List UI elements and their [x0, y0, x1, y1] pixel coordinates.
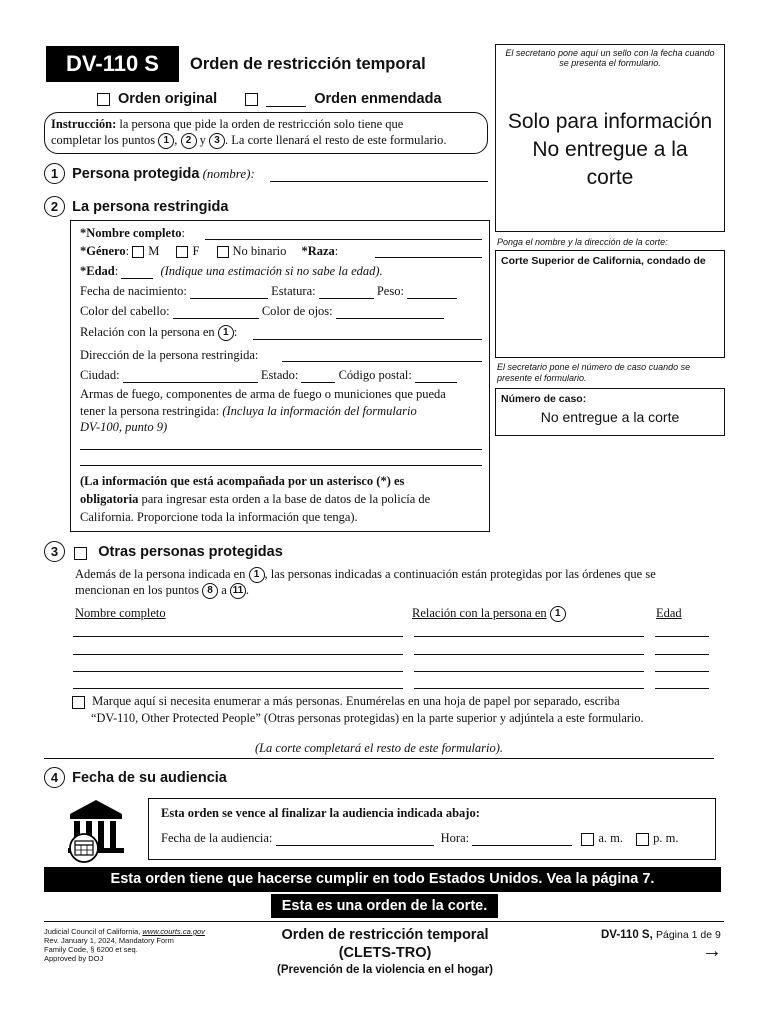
instruction-text-3: . La corte llenará el resto de este formulario.	[225, 133, 447, 147]
item-2-label: La persona restringida	[72, 199, 229, 215]
amended-number-field[interactable]	[266, 94, 306, 107]
race-label: *Raza	[301, 244, 335, 258]
weight-label: Peso:	[376, 284, 404, 298]
person-age-row-3[interactable]	[655, 671, 709, 672]
col-relation-ref-1: 1	[550, 606, 566, 622]
person-relation-row-4[interactable]	[414, 688, 644, 689]
relation-ref-1: 1	[218, 325, 234, 341]
protected-person-name-field[interactable]	[270, 181, 488, 182]
city-field[interactable]	[123, 370, 258, 383]
item-1-hint: (nombre):	[202, 166, 255, 181]
item-3-desc-1b: , las personas indicadas a continuación están protegidas por las órdenes que se	[264, 567, 656, 581]
court-section-divider	[44, 758, 714, 759]
eyes-field[interactable]	[336, 306, 444, 319]
zip-label: Código postal:	[338, 368, 412, 382]
info-only-line-3: corte	[586, 166, 634, 189]
gender-male-checkbox[interactable]	[132, 246, 144, 258]
item-4-number: 4	[44, 767, 65, 788]
asterisk-note-3: California. Proporcione toda la información que tenga).	[80, 510, 358, 524]
court-name: Corte Superior de California, condado de	[501, 255, 706, 267]
amended-order-checkbox[interactable]	[245, 93, 258, 106]
gender-female-checkbox[interactable]	[176, 246, 188, 258]
next-page-arrow-icon[interactable]: →	[702, 940, 722, 962]
hearing-time-field[interactable]	[472, 833, 572, 846]
person-relation-row-1[interactable]	[414, 636, 644, 637]
hearing-time-label: Hora:	[440, 831, 470, 845]
instruction-text-1: la persona que pide la orden de restricción solo tiene que	[119, 117, 404, 131]
eyes-label: Color de ojos:	[261, 304, 333, 318]
firearms-field-1[interactable]	[80, 449, 482, 450]
stamp-note: El secretario pone aquí un sello con la fecha cuando se presenta el formulario.	[505, 48, 715, 68]
point-ref-3: 3	[209, 133, 225, 149]
person-name-row-4[interactable]	[73, 688, 403, 689]
courthouse-icon	[62, 798, 134, 866]
item-3-number: 3	[44, 541, 65, 562]
court-order-banner	[271, 894, 498, 918]
item-1-number: 1	[44, 163, 65, 184]
gender-label: *Género	[80, 244, 126, 258]
footer-divider	[44, 921, 724, 922]
dob-label: Fecha de nacimiento:	[80, 284, 187, 298]
state-field[interactable]	[301, 370, 335, 383]
gender-nonbinary-label: No binario	[232, 244, 287, 258]
enforce-text: Esta orden tiene que hacerse cumplir en todo Estados Unidos. Vea la página 7.	[110, 871, 655, 887]
firearms-hint-1: (Incluya la información del formulario	[222, 404, 417, 418]
am-label: a. m.	[598, 831, 624, 845]
approved-by: Approved by DOJ	[44, 954, 104, 963]
asterisk-note-required: obligatoria	[80, 492, 139, 506]
case-number-value: No entregue a la corte	[540, 409, 680, 425]
family-code: Family Code, § 6200 et seq.	[44, 945, 138, 954]
council-url[interactable]: www.courts.ca.gov	[142, 927, 205, 936]
page-number: Página 1 de 9	[656, 929, 721, 941]
weight-field[interactable]	[407, 286, 457, 299]
asterisk-note-2: para ingresar esta orden a la base de datos de la policía de	[141, 492, 431, 506]
hair-label: Color del cabello:	[80, 304, 170, 318]
age-label: *Edad	[80, 264, 115, 278]
city-label: Ciudad:	[80, 368, 120, 382]
case-number-note: El secretario pone el número de caso cuando se presente el formulario.	[497, 362, 691, 383]
case-number-label: Número de caso:	[501, 393, 587, 405]
info-only-line-1: Solo para información	[507, 110, 713, 133]
firearms-field-2[interactable]	[80, 465, 482, 466]
item-3-desc-1a: Además de la persona indicada en	[75, 567, 246, 581]
item-3-ref-11: 11	[230, 583, 246, 599]
amended-order-label: Orden enmendada	[314, 91, 442, 107]
item-2-number: 2	[44, 196, 65, 217]
more-people-text-1: Marque aquí si necesita enumerar a más personas. Enumérelas en una hoja de papel por separado, escriba	[92, 694, 620, 708]
footer-sub2: (Prevención de la violencia en el hogar)	[276, 964, 493, 976]
state-label: Estado:	[260, 368, 299, 382]
person-age-row-1[interactable]	[655, 636, 709, 637]
point-ref-1: 1	[158, 133, 174, 149]
form-title: Orden de restricción temporal	[190, 55, 426, 73]
item-3-checkbox[interactable]	[74, 547, 87, 560]
expires-text: Esta orden se vence al finalizar la audiencia indicada abajo:	[161, 806, 480, 820]
council-name: Judicial Council of California,	[44, 927, 141, 936]
firearms-text-2: tener la persona restringida:	[80, 404, 220, 418]
col-full-name: Nombre completo	[75, 606, 166, 620]
relation-field[interactable]	[253, 339, 482, 340]
form-code-block	[46, 46, 179, 82]
firearms-text-1: Armas de fuego, componentes de arma de fuego o municiones que pueda	[80, 387, 446, 401]
height-label: Estatura:	[271, 284, 316, 298]
instruction-and: y	[199, 133, 206, 147]
dob-field[interactable]	[190, 286, 268, 299]
address-field[interactable]	[282, 361, 482, 362]
page-form-code: DV-110 S,	[601, 929, 653, 941]
person-age-row-2[interactable]	[655, 654, 709, 655]
item-3-desc-2b: a	[221, 583, 227, 597]
hair-field[interactable]	[173, 306, 259, 319]
gender-nonbinary-checkbox[interactable]	[217, 246, 229, 258]
relation-label: Relación con la persona en	[80, 325, 215, 339]
person-relation-row-2[interactable]	[414, 654, 644, 655]
col-relation: Relación con la persona en	[412, 606, 547, 620]
firearms-hint-2: DV-100, punto 9)	[80, 420, 168, 434]
pm-label: p. m.	[653, 831, 679, 845]
info-only-line-2: No entregue a la	[532, 138, 688, 161]
more-people-text-2: “DV-110, Other Protected People” (Otras personas protegidas) en la parte superior y adjúntela a este formulario.	[91, 711, 644, 725]
footer-subtitle: (CLETS-TRO)	[338, 945, 432, 961]
person-name-row-1[interactable]	[73, 636, 403, 637]
age-hint: (Indique una estimación si no sabe la edad).	[160, 264, 383, 278]
zip-field[interactable]	[415, 370, 457, 383]
person-name-row-3[interactable]	[73, 671, 403, 672]
pm-checkbox[interactable]	[636, 833, 649, 846]
more-people-checkbox[interactable]	[72, 696, 85, 709]
hearing-date-field[interactable]	[276, 833, 434, 846]
person-name-row-2[interactable]	[73, 654, 403, 655]
rev-date: Rev. January 1, 2024, Mandatory Form	[44, 936, 174, 945]
full-name-label: *Nombre completo	[80, 226, 182, 240]
height-field[interactable]	[319, 286, 374, 299]
address-label: Dirección de la persona restringida:	[80, 348, 259, 362]
original-order-checkbox[interactable]	[97, 93, 110, 106]
gender-male-label: M	[148, 244, 160, 258]
instruction-text-2: completar los puntos	[51, 133, 156, 147]
person-age-row-4[interactable]	[655, 688, 709, 689]
item-3-ref-8: 8	[202, 583, 218, 599]
original-order-label: Orden original	[118, 91, 218, 107]
court-completes-note: (La corte completará el resto de este formulario).	[254, 741, 504, 755]
person-relation-row-3[interactable]	[414, 671, 644, 672]
item-1-label: Persona protegida	[72, 166, 200, 182]
form-code: DV-110 S	[66, 51, 159, 76]
full-name-field[interactable]	[205, 239, 482, 240]
col-age: Edad	[656, 606, 682, 620]
age-field[interactable]	[121, 266, 153, 279]
item-3-label: Otras personas protegidas	[98, 544, 283, 560]
am-checkbox[interactable]	[581, 833, 594, 846]
gender-female-label: F	[192, 244, 200, 258]
footer-title: Orden de restricción temporal	[281, 927, 489, 943]
enforce-banner	[44, 867, 721, 892]
court-order-text: Esta es una orden de la corte.	[281, 898, 488, 914]
item-3-ref-1: 1	[249, 567, 265, 583]
item-3-desc-2a: mencionan en los puntos	[75, 583, 199, 597]
race-field[interactable]	[375, 257, 482, 258]
hearing-date-label: Fecha de la audiencia:	[161, 831, 273, 845]
asterisk-note-1: (La información que está acompañada por un asterisco (*) es	[80, 474, 405, 488]
instruction-label: Instrucción:	[51, 117, 117, 131]
item-4-label: Fecha de su audiencia	[72, 770, 227, 786]
point-ref-2: 2	[181, 133, 197, 149]
court-address-note: Ponga el nombre y la dirección de la corte:	[497, 237, 668, 247]
